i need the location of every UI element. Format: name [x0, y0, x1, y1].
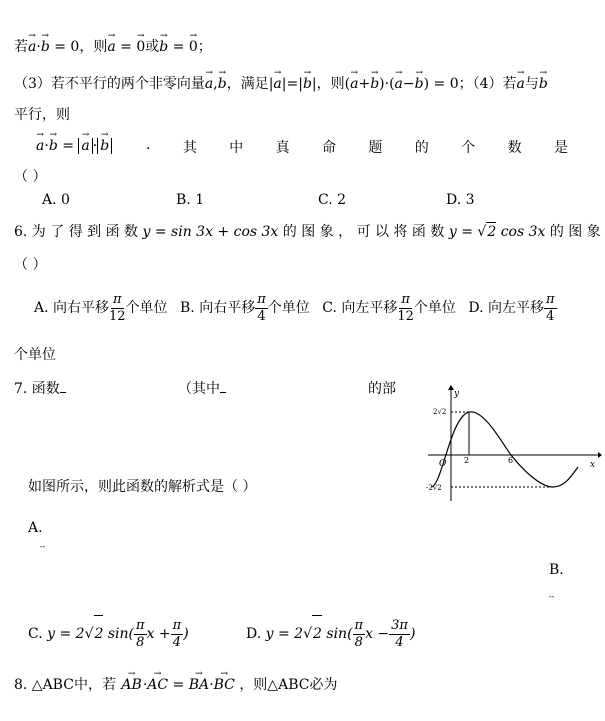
- sine-graph: [422, 383, 602, 503]
- q6-options: [34, 290, 557, 326]
- q5-option-d: D. 3: [446, 192, 475, 208]
- x-axis-label: x: [590, 460, 596, 470]
- question-7-b: （其中: [178, 380, 226, 398]
- q7-option-a: A.: [28, 520, 43, 536]
- q5-option-a: A. 0: [42, 192, 70, 208]
- statement-3-4: （3）若不平行的两个非零向量→ a,→ b，满足|→ a|=|→ b|，则(→ a+→ b)·(→ a−→ b) = 0；（4）若→ a与→ b: [14, 75, 548, 93]
- y-axis-label: y: [454, 389, 460, 399]
- q7-option-d: D. y = 2√2 sin( $\frac{\pi}{8}$ x − $\frac{3\pi}{4}$ ): [246, 615, 415, 652]
- question-8: 8. △ABC中，若 → AB·→ AC = → BA·→ BC ，则△ABC必为: [14, 676, 337, 694]
- max-label: 2√2: [433, 408, 447, 416]
- q5-option-c: C. 2: [318, 192, 347, 208]
- q5-option-b: B. 1: [176, 192, 205, 208]
- sine-curve: [431, 412, 578, 487]
- q7-option-b: B.: [549, 562, 564, 578]
- x-axis-arrow: [598, 452, 602, 458]
- origin-label: O: [439, 459, 447, 469]
- tick-6-label: 6: [508, 456, 514, 465]
- min-label: -2√2: [426, 484, 442, 492]
- q7-option-b-placeholder: --: [549, 592, 555, 601]
- question-6-stem: 6. 为 了 得 到 函 数 y = sin 3x + cos 3x 的 图 象 ， 可 以 将 函 数 y = √2 cos 3x 的 图 象: [14, 224, 601, 240]
- question-7-d: 如图所示，则此函数的解析式是（ ）: [28, 479, 257, 495]
- q6-option-a: A. 向右平移 $\frac{\pi}{12}$ 个单位: [34, 291, 168, 324]
- statement-2-tail: 若→ a·→ b = 0，则→ a = → 0或→ b = → 0；: [14, 38, 212, 56]
- q6-option-c: C. 向左平移 $\frac{\pi}{12}$ 个单位: [322, 291, 456, 324]
- q6-option-d-tail: 个单位: [14, 347, 56, 363]
- q7-option-c: C. y = 2√2 sin( $\frac{\pi}{8}$ x + $\frac{\pi}{4}$ ): [28, 615, 189, 652]
- question-6-paren: （ ）: [14, 257, 47, 273]
- question-5-stem: . 其 中 真 命 题 的 个 数 是: [146, 137, 568, 156]
- answer-paren: （ ）: [14, 169, 47, 185]
- question-7-a: 7. 函数: [14, 380, 66, 398]
- statement-4-expr: → a·→ b = → a ·→ b: [36, 137, 112, 155]
- q7-option-a-placeholder: --: [40, 542, 46, 551]
- q6-option-d: D. 向左平移 $\frac{\pi}{4}$: [468, 291, 555, 324]
- tick-2-label: 2: [464, 456, 470, 465]
- q6-option-b: B. 向右平移 $\frac{\pi}{4}$ 个单位: [180, 291, 310, 324]
- statement-4-cont: 平行，则: [14, 107, 70, 123]
- question-7-c: 的部: [368, 381, 396, 397]
